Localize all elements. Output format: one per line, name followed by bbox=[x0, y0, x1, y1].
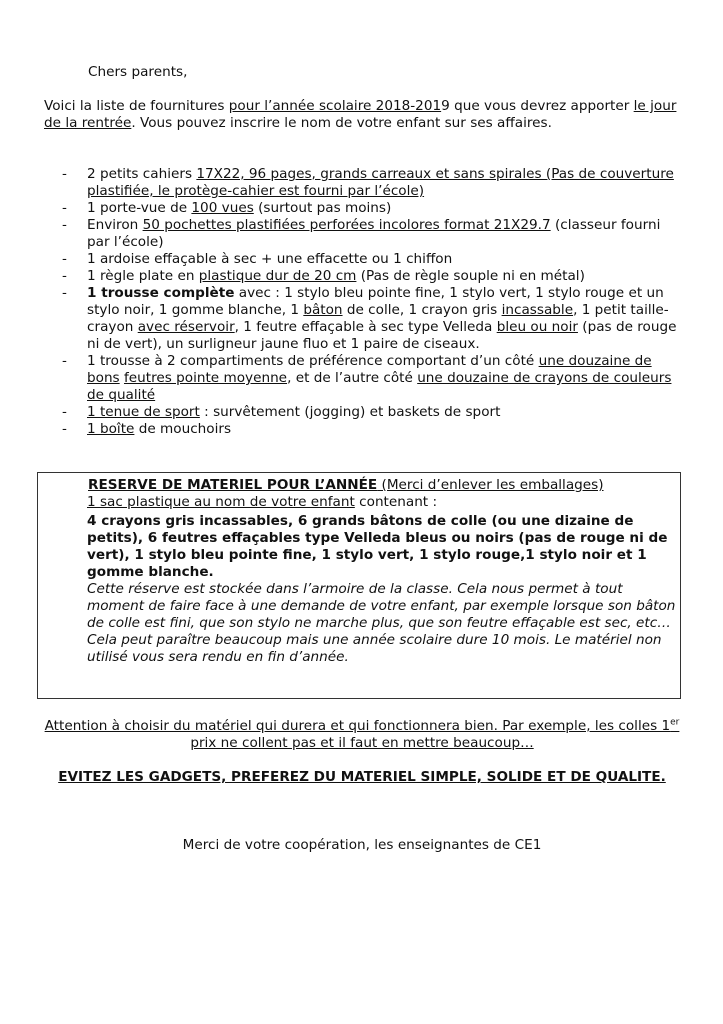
list-item bbox=[62, 251, 682, 268]
list-item bbox=[62, 421, 682, 438]
bullet-dash: - bbox=[62, 166, 67, 182]
item-text: 2 petits cahiers bbox=[87, 166, 197, 182]
attention-note bbox=[40, 718, 684, 752]
item-emphasis: 17X22, 96 pages, grands carreaux et sans spirales (Pas de couverture plastifiée, le protège-cahier est fourni par l’école) bbox=[87, 166, 674, 199]
reserve-note: Cela peut paraître beaucoup mais une année scolaire dure 10 mois. Le matériel non utilisé vous sera rendu en fin d’année. bbox=[87, 632, 662, 665]
item-text: 1 trousse à 2 compartiments de préférence comportant d’un côté bbox=[87, 353, 539, 369]
attention-text: Attention à choisir du matériel qui durera et qui fonctionnera bien. Par exemple, les colles 1 bbox=[44, 718, 671, 734]
item-text: (classeur fourni par l’école) bbox=[87, 217, 661, 250]
item-emphasis: bleu ou noir bbox=[496, 319, 578, 335]
attention-text: prix ne collent pas et il faut en mettre beaucoup… bbox=[190, 735, 534, 751]
item-text: (surtout pas moins) bbox=[253, 200, 392, 216]
list-item bbox=[62, 285, 682, 353]
list-item bbox=[62, 217, 682, 251]
item-text: 1 règle plate en bbox=[87, 268, 199, 284]
bullet-dash: - bbox=[62, 200, 67, 216]
item-text: , 1 petit taille-crayon bbox=[87, 302, 669, 335]
item-text: de colle, 1 crayon gris bbox=[342, 302, 502, 318]
list-item bbox=[62, 200, 682, 217]
reserve-bag-line bbox=[87, 494, 677, 511]
reserve-title-heading: RESERVE DE MATERIEL POUR L’ANNÉE bbox=[88, 477, 378, 493]
item-text: avec : 1 stylo bleu pointe fine, 1 stylo vert, 1 stylo rouge et un stylo noir, 1 gomme blanche, 1 bbox=[87, 285, 664, 318]
bullet-dash: - bbox=[62, 251, 67, 267]
reserve-items: 4 crayons gris incassables, 6 grands bâtons de colle (ou une dizaine de petits), 6 feutres effaçables type Velleda bleus ou noirs (pas de rouge ni de vert), 1 stylo bleu pointe fine, 1 stylo vert, 1 stylo rouge,1 stylo noir et 1 gomme blanche. bbox=[87, 513, 668, 580]
bullet-dash: - bbox=[62, 421, 67, 437]
list-item bbox=[62, 166, 682, 200]
item-emphasis: 100 vues bbox=[191, 200, 254, 216]
item-text: : survêtement (jogging) et baskets de sport bbox=[199, 404, 501, 420]
intro-school-year: pour l’année scolaire 2018-201 bbox=[228, 98, 442, 114]
bullet-dash: - bbox=[62, 353, 67, 369]
reserve-bag-label: 1 sac plastique au nom de votre enfant bbox=[87, 494, 355, 510]
intro-first-day: le jour de la rentrée bbox=[44, 98, 677, 131]
item-text: (pas de rouge ni de vert), un surligneur jaune fluo et 1 paire de ciseaux. bbox=[87, 319, 677, 352]
bullet-dash: - bbox=[62, 285, 67, 301]
list-item bbox=[62, 404, 682, 421]
intro-text: 9 que vous devrez apporter bbox=[441, 98, 634, 114]
item-emphasis: incassable bbox=[501, 302, 574, 318]
item-bold: 1 trousse complète bbox=[87, 285, 235, 301]
item-emphasis: 1 boîte bbox=[87, 421, 135, 437]
item-text: , 1 feutre effaçable à sec type Velleda bbox=[234, 319, 497, 335]
item-text: 1 ardoise effaçable à sec + une effacette ou 1 chiffon bbox=[87, 251, 453, 267]
list-item bbox=[62, 268, 682, 285]
list-item bbox=[62, 353, 682, 404]
item-emphasis: avec réservoir bbox=[137, 319, 235, 335]
item-emphasis: 50 pochettes plastifiées perforées incolores format 21X29.7 bbox=[142, 217, 551, 233]
bullet-dash: - bbox=[62, 268, 67, 284]
item-text: de mouchoirs bbox=[134, 421, 232, 437]
reserve-bag-text: contenant : bbox=[354, 494, 438, 510]
intro-text: . Vous pouvez inscrire le nom de votre enfant sur ses affaires. bbox=[131, 115, 552, 131]
item-text: Environ bbox=[87, 217, 143, 233]
item-emphasis: feutres pointe moyenne bbox=[123, 370, 288, 386]
item-emphasis: 1 tenue de sport bbox=[87, 404, 200, 420]
reserve-note: Cette réserve est stockée dans l’armoire de la classe. Cela nous permet à tout moment de faire face à une demande de votre enfant, par exemple lorsque son bâton de colle est fini, que son stylo ne marche plus, que son feutre effaçable est sec, etc… bbox=[87, 581, 676, 631]
reserve-title-note: (Merci d’enlever les emballages) bbox=[377, 477, 604, 493]
greeting: Chers parents, bbox=[88, 64, 188, 80]
item-text: 1 porte-vue de bbox=[87, 200, 192, 216]
closing-thanks: Merci de votre coopération, les enseignantes de CE1 bbox=[182, 837, 542, 853]
item-emphasis: bâton bbox=[303, 302, 343, 318]
intro-paragraph bbox=[44, 98, 684, 132]
item-emphasis: plastique dur de 20 cm bbox=[198, 268, 357, 284]
intro-text: Voici la liste de fournitures bbox=[44, 98, 229, 114]
item-emphasis: une douzaine de crayons de couleurs de qualité bbox=[87, 370, 672, 403]
bullet-dash: - bbox=[62, 217, 67, 233]
item-emphasis: une douzaine de bons bbox=[87, 353, 652, 386]
reserve-body bbox=[87, 494, 677, 666]
supplies-list bbox=[62, 166, 682, 438]
reserve-box bbox=[37, 472, 681, 699]
item-text: , et de l’autre côté bbox=[287, 370, 418, 386]
bullet-dash: - bbox=[62, 404, 67, 420]
item-text: (Pas de règle souple ni en métal) bbox=[356, 268, 585, 284]
reserve-title bbox=[88, 477, 604, 494]
gadgets-warning: EVITEZ LES GADGETS, PREFEREZ DU MATERIEL SIMPLE, SOLIDE ET DE QUALITE. bbox=[58, 769, 666, 785]
attention-superscript: er bbox=[670, 717, 680, 728]
